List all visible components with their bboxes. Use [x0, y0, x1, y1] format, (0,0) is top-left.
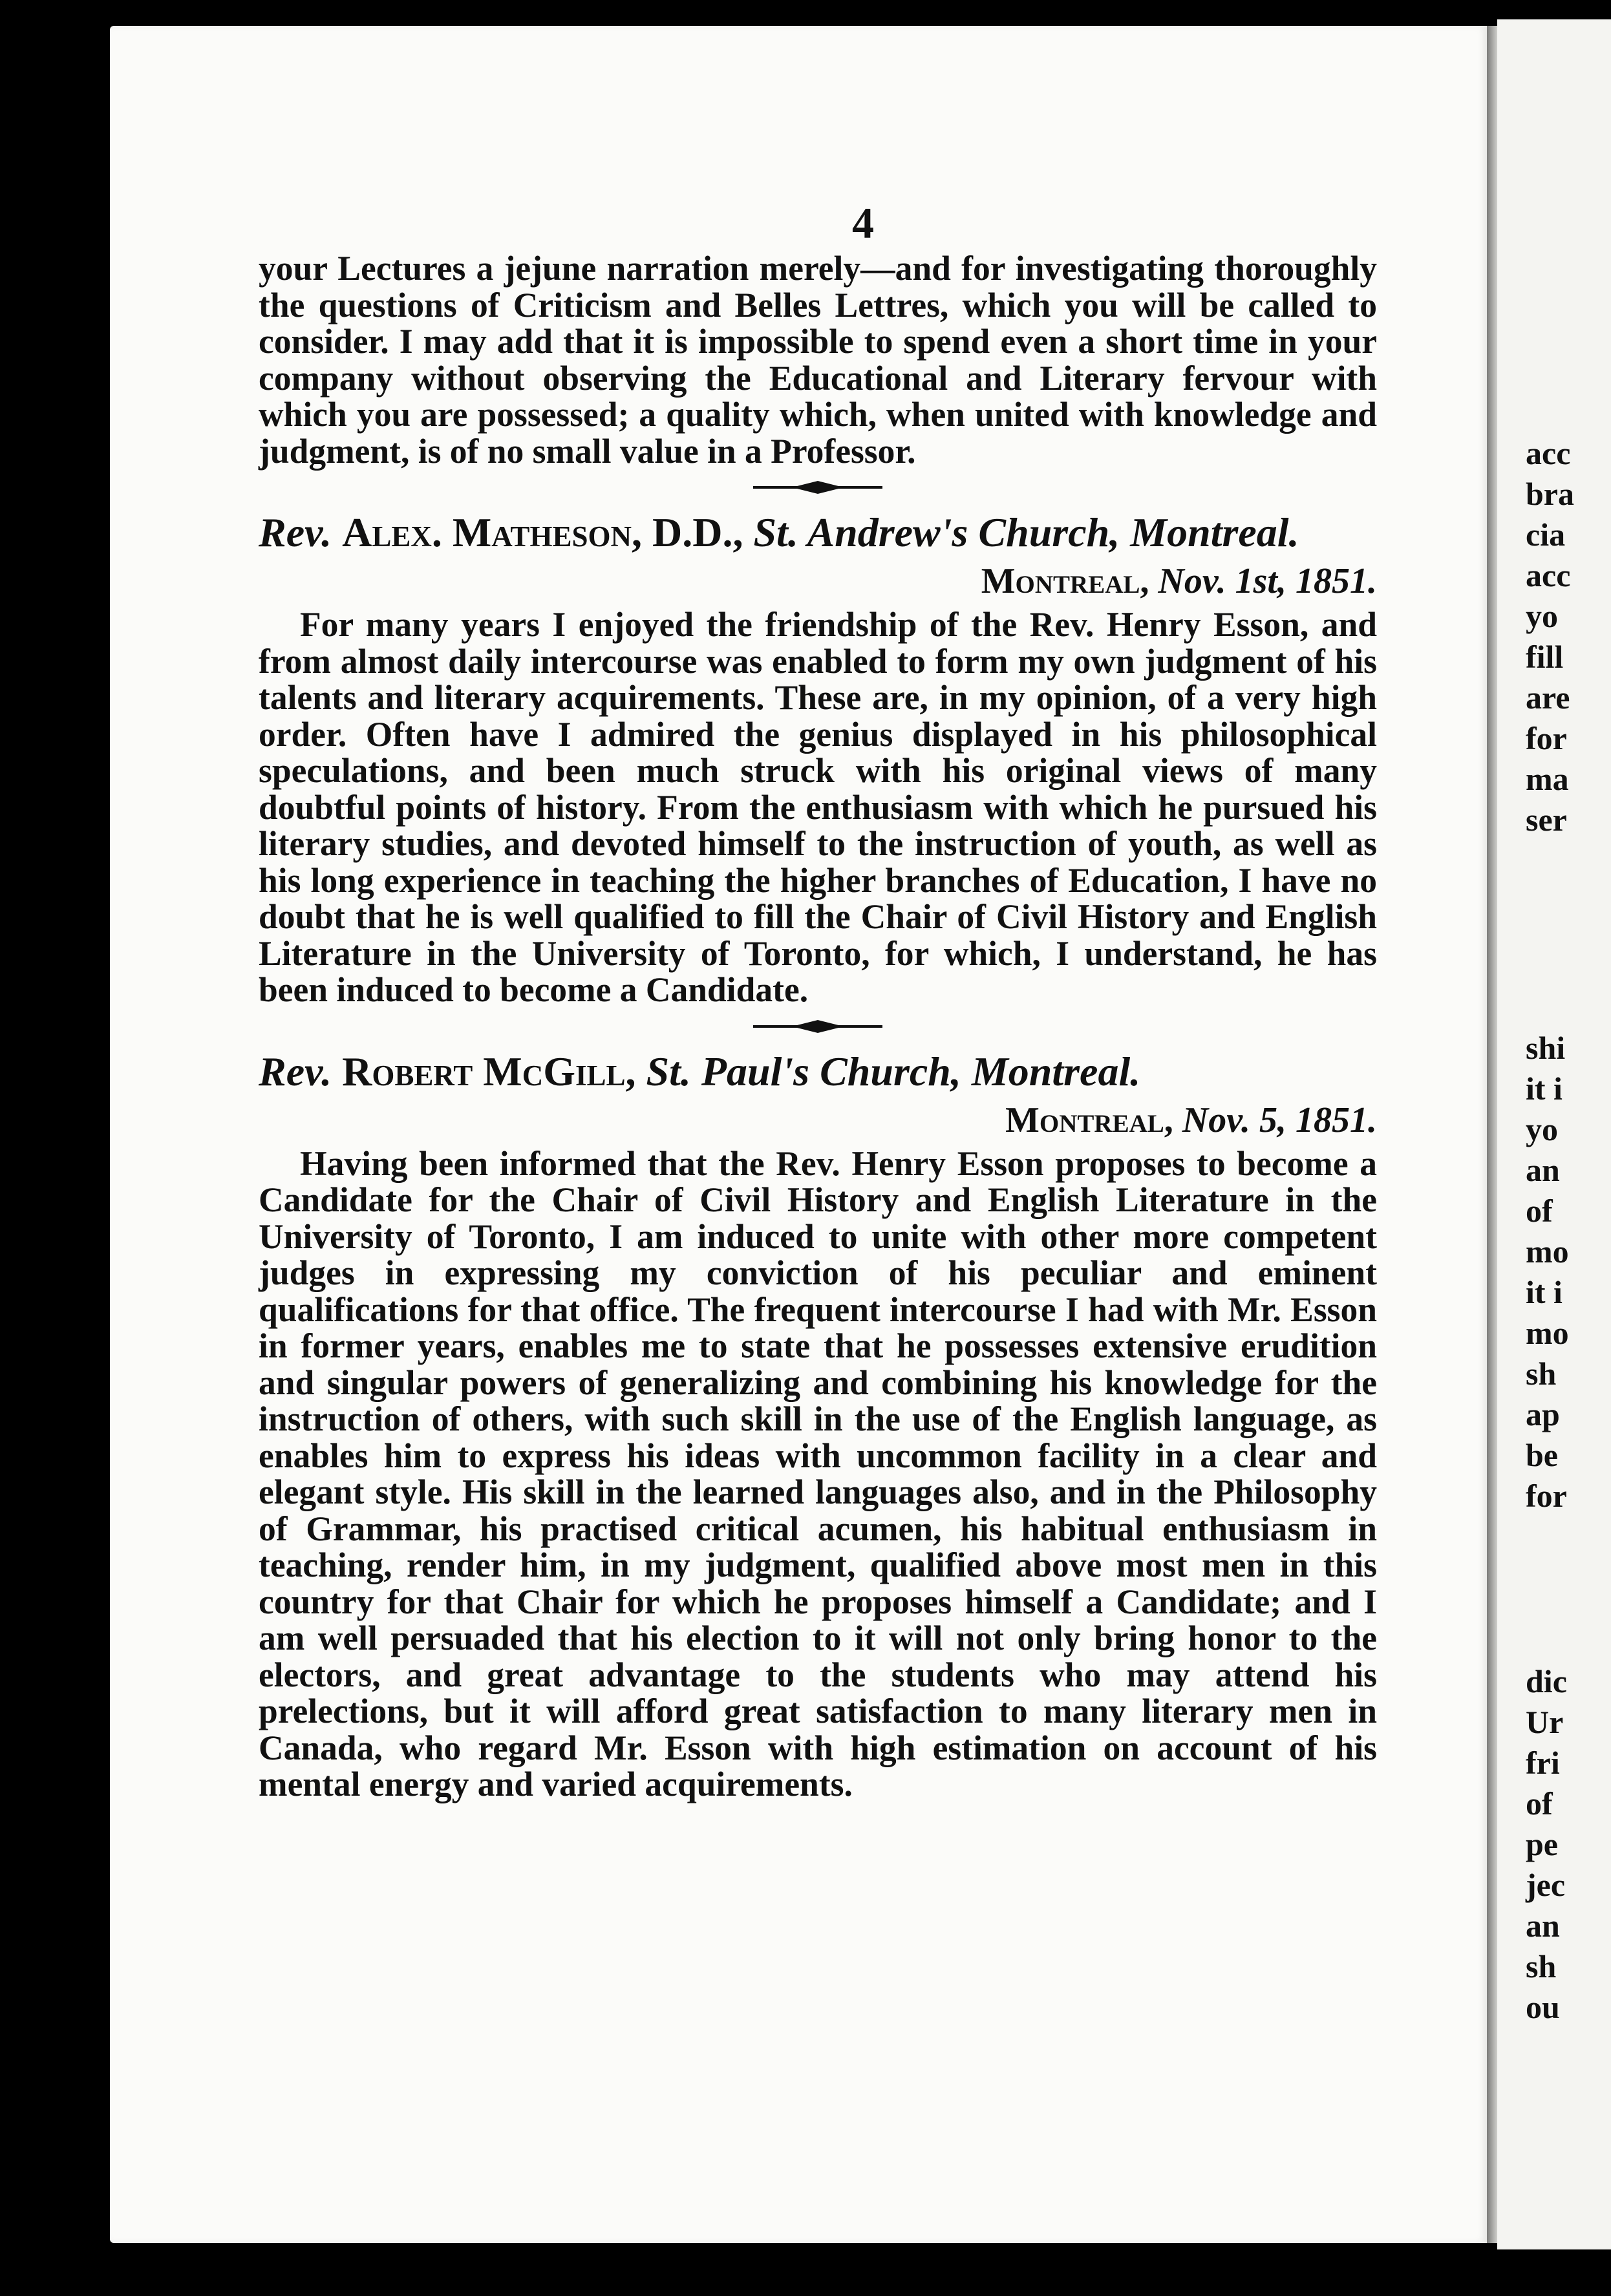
fragment: fill	[1526, 639, 1564, 675]
fragment: an	[1526, 1908, 1560, 1944]
letter-heading-mcgill	[259, 1048, 1377, 1095]
fragment: ma	[1526, 761, 1569, 797]
letter-body-mcgill: Having been informed that the Rev. Henry Esson proposes to become a Candidate for the Chair of Civil History and English Literature in the University of Toronto, I am induced to unite with other more competent judges in expressing my conviction of his peculiar and eminent qualifications for that office. The frequent intercourse I had with Mr. Esson in former years, enables me to state that he possesses extensive erudition and singular powers of generalizing and combining his knowledge for the instruction of others, with such skill in the use of the English language, as enables him to express his ideas with uncommon facility in a clear and elegant style. His skill in the learned languages also, and in the Philosophy of Grammar, his practised critical acumen, his habitual enthusiasm in teaching, render him, in my judgment, qualified above most men in this country for that Chair for which he proposes himself a Candidate; and I am well persuaded that his election to it will not only bring honor to the electors, and great advantage to the students who may attend his prelections, but it will afford great satisfaction to many literary men in Canada, who regard Mr. Esson with high estimation on account of his mental energy and varied acquirements.	[259, 1143, 1377, 1803]
letter-body-matheson: For many years I enjoyed the friendship of the Rev. Henry Esson, and from almost daily intercourse was enabled to form my own judgment of his talents and literary acquirements. These are, in my opinion, of a very high order. Often have I admired the genius displayed in his philosophical speculations, and been much struck with his original views of many doubtful points of history. From the enthusiasm with which he pursued his literary studies, and devoted himself to the instruction of youth, as well as his long experience in teaching the higher branches of Education, I have no doubt that he is well qualified to fill the Chair of Civil History and English Literature in the University of Toronto, for which, I understand, he has been induced to become a Candidate.	[259, 605, 1377, 1009]
date-place: Montreal,	[1005, 1100, 1182, 1140]
fragment: an	[1526, 1152, 1560, 1188]
fragment: jec	[1526, 1867, 1566, 1903]
fragment: sh	[1526, 1355, 1557, 1392]
author-degree: , D.D.,	[632, 509, 754, 555]
author-name: Alex. Matheson	[342, 509, 632, 555]
fragment: fri	[1526, 1745, 1560, 1781]
fragment: it i	[1526, 1070, 1563, 1107]
date: Nov. 5, 1851.	[1182, 1100, 1377, 1140]
ornamental-divider	[753, 1017, 882, 1036]
adjacent-page-fragments-bottom	[1526, 1661, 1567, 2028]
fragment: be	[1526, 1437, 1558, 1473]
page-gutter	[1487, 26, 1497, 2243]
date-place: Montreal,	[981, 561, 1158, 601]
fragment: bra	[1526, 476, 1574, 512]
fragment: shi	[1526, 1030, 1566, 1066]
adjacent-page-fragments-top	[1526, 433, 1574, 840]
fragment: acc	[1526, 557, 1571, 593]
date: Nov. 1st, 1851.	[1158, 561, 1377, 601]
opening-paragraph: your Lectures a jejune narration merely—and for investigating thoroughly the questions of Criticism and Belles Lettres, which you will be called to consider. I may add that it is impossible to spend even a short time in your company without observing the Educational and Literary fervour with which you are possessed; a quality which, when united with knowledge and judgment, is of no small value in a Professor.	[259, 249, 1377, 471]
letter-dateline-mcgill	[259, 1099, 1377, 1142]
adjacent-page-edge	[1497, 19, 1611, 2249]
fragment: for	[1526, 720, 1567, 756]
church-name: St. Paul's Church, Montreal.	[646, 1048, 1141, 1094]
title-prefix: Rev.	[259, 1048, 332, 1094]
ornamental-divider	[753, 478, 882, 496]
fragment: mo	[1526, 1315, 1569, 1351]
fragment: acc	[1526, 435, 1571, 471]
fragment: pe	[1526, 1826, 1558, 1862]
author-name: Robert McGill	[342, 1048, 626, 1094]
fragment: it i	[1526, 1274, 1563, 1310]
fragment: ap	[1526, 1396, 1560, 1432]
fragment: for	[1526, 1478, 1567, 1514]
letter-dateline-matheson	[259, 560, 1377, 602]
fragment: of	[1526, 1193, 1553, 1229]
fragment: are	[1526, 679, 1570, 716]
church-name: St. Andrew's Church, Montreal.	[753, 509, 1299, 555]
adjacent-page-fragments-middle	[1526, 1028, 1569, 1516]
fragment: yo	[1526, 598, 1558, 634]
title-prefix: Rev.	[259, 509, 332, 555]
fragment: of	[1526, 1785, 1553, 1822]
fragment: sh	[1526, 1948, 1557, 1984]
fragment: Ur	[1526, 1704, 1564, 1740]
letter-heading-matheson	[259, 509, 1377, 556]
page-number: 4	[852, 198, 874, 248]
author-degree: ,	[625, 1048, 646, 1094]
fragment: ou	[1526, 1989, 1560, 2025]
fragment: cia	[1526, 516, 1566, 553]
fragment: dic	[1526, 1663, 1567, 1699]
fragment: ser	[1526, 802, 1567, 838]
page-content	[259, 197, 1377, 1803]
fragment: yo	[1526, 1111, 1558, 1147]
fragment: mo	[1526, 1233, 1569, 1270]
